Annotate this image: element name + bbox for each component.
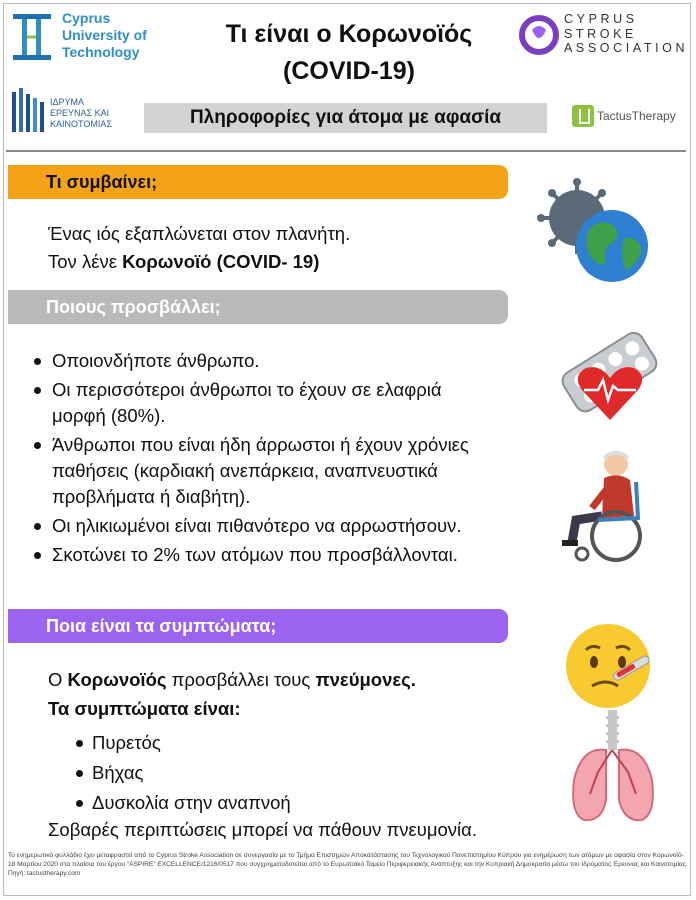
rif-line-1: ΙΔΡΥΜΑ xyxy=(50,97,85,107)
symptoms-intro-lungs: πνεύμονες. xyxy=(315,669,416,690)
virus-name: Κορωνοϊό (COVID- 19) xyxy=(122,251,320,272)
csa-line-2: STROKE xyxy=(564,26,637,41)
csa-logo-text xyxy=(564,12,688,56)
csa-logo-icon xyxy=(518,12,560,58)
rif-logo-text xyxy=(50,97,112,130)
rif-line-2: ΕΡΕΥΝΑΣ ΚΑΙ xyxy=(50,108,110,118)
list-item-text: Σκοτώνει το 2% των ατόμων που προσβάλλονται. xyxy=(52,544,458,565)
rif-logo-icon xyxy=(10,88,46,134)
section1-line-2-prefix: Τον λένε xyxy=(48,251,123,272)
cut-logo xyxy=(10,10,160,66)
list-item xyxy=(32,542,557,568)
pills-heart-icon xyxy=(556,328,664,428)
section1-line-1: Ένας ιός εξαπλώνεται στον πλανήτη. xyxy=(48,223,351,244)
symptoms-intro-part: Ο xyxy=(48,669,68,690)
footer-note: Το ενημερωτικό φυλλάδιο έχει μεταφραστεί από το Cyprus Stroke Association σε συνεργασία με το Τμήμα Επιστημών Αποκατάστασης του Τεχνολογικού Πανεπιστημίου Κύπρου για ενημέρωση των ατόμων με αφασία στον Κορωνοϊό- 18 Μαρτίου 2020 στα πλαίσια του έργου “ASPIRE” EXCELLENCE/1216/0517 που συγχρηματοδοτείται από το Ευρωπαϊκό Ταμείο Περιφερειακής Ανάπτυξης και την Κυπριακή Δημοκρατία μέσω του Ιδρύματος Έρευνας και Καινοτομίας. Πηγή: tactustherapy.com xyxy=(8,852,688,877)
csa-line-1: CYPRUS xyxy=(564,12,638,26)
virus-globe-icon xyxy=(532,178,657,288)
list-item-text: Οι περισσότεροι άνθρωποι το έχουν σε ελαφριά xyxy=(52,379,442,400)
list-item xyxy=(32,513,557,539)
list-item-text: Οποιονδήποτε άνθρωπο. xyxy=(52,350,260,371)
wheelchair-person-icon xyxy=(558,446,658,566)
symptoms-intro-virus: Κορωνοϊός xyxy=(67,669,167,690)
list-item-text: Οι ηλικιωμένοι είναι πιθανότερο να αρρωστήσουν. xyxy=(52,515,462,536)
section1-line-2 xyxy=(48,249,319,275)
list-item xyxy=(32,348,557,374)
lungs-icon xyxy=(568,710,658,828)
who-affected-list xyxy=(32,348,557,571)
page-title-line-2: (COVID-19) xyxy=(283,57,415,85)
page-title: Τι είναι ο Κορωνοϊός xyxy=(225,20,473,48)
csa-logo xyxy=(518,10,688,66)
symptoms-closing: Σοβαρές περιπτώσεις μπορεί να πάθουν πνευμονία. xyxy=(48,819,477,840)
list-item-text: Άνθρωποι που είναι ήδη άρρωστοι ή έχουν χρόνιες xyxy=(52,434,469,455)
tactus-logo xyxy=(572,103,676,129)
section-heading-who-affected: Ποιους προσβάλλει; xyxy=(8,290,508,324)
cut-line-3: Technology xyxy=(62,44,140,60)
list-item: Βήχας xyxy=(74,758,291,788)
list-item-text: μορφή (80%). xyxy=(52,405,166,426)
list-item: Πυρετός xyxy=(74,728,291,758)
list-item xyxy=(32,377,557,429)
cut-logo-icon xyxy=(10,12,54,62)
list-item xyxy=(32,432,557,510)
section-heading-symptoms: Ποια είναι τα συμπτώματα; xyxy=(8,609,508,643)
tactus-logo-text: TactusTherapy xyxy=(597,109,676,123)
rif-logo xyxy=(10,88,130,138)
csa-line-3: ASSOCIATION xyxy=(564,41,689,55)
tactus-logo-icon xyxy=(572,105,594,127)
cut-line-2: University of xyxy=(62,27,147,43)
rif-line-3: ΚΑΙΝΟΤΟΜΙΑΣ xyxy=(50,119,112,129)
cut-logo-text xyxy=(62,10,147,61)
list-item-text: παθήσεις (καρδιακή ανεπάρκεια, αναπνευστικά xyxy=(52,460,438,481)
page-subtitle: Πληροφορίες για άτομα με αφασία xyxy=(144,103,547,133)
symptoms-list xyxy=(74,728,291,818)
list-item: Δυσκολία στην αναπνοή xyxy=(74,788,291,818)
cut-line-1: Cyprus xyxy=(62,10,111,26)
sick-face-icon xyxy=(562,620,658,712)
symptoms-label: Τα συμπτώματα είναι: xyxy=(48,698,241,719)
list-item-text: προβλήματα ή διαβήτη). xyxy=(52,486,251,507)
section-heading-what-happens: Τι συμβαίνει; xyxy=(8,165,508,199)
symptoms-intro xyxy=(48,667,416,693)
symptoms-intro-part: προσβάλλει τους xyxy=(166,669,316,690)
header-divider xyxy=(6,150,686,152)
